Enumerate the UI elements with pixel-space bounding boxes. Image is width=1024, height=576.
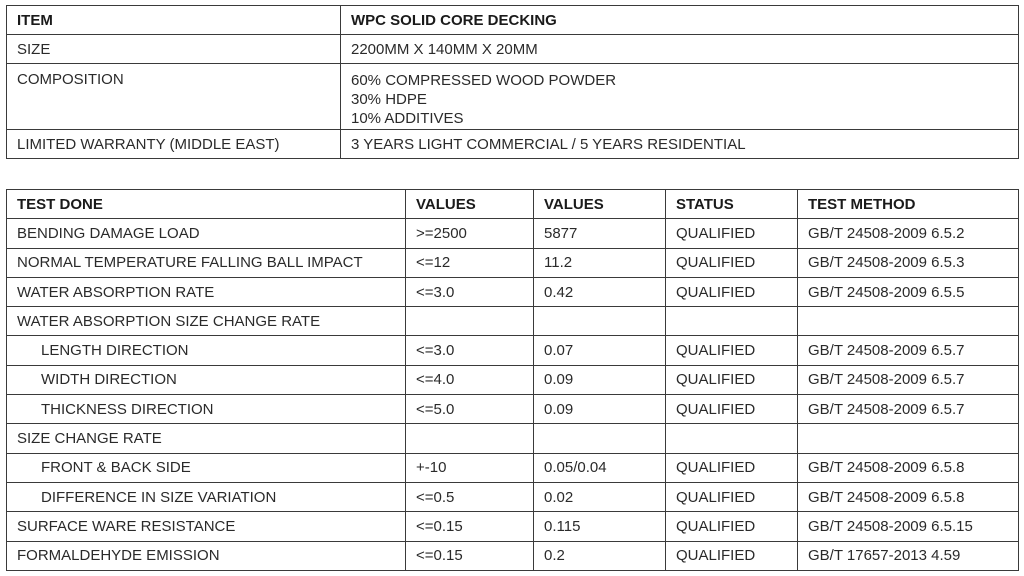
test-method-cell: GB/T 24508-2009 6.5.15: [798, 512, 1019, 541]
table-row: [7, 541, 1019, 570]
test-method-cell: GB/T 24508-2009 6.5.8: [798, 453, 1019, 482]
table-row: [7, 395, 1019, 424]
test-results-body: [7, 219, 1019, 571]
table-row: [7, 277, 1019, 306]
status-cell: QUALIFIED: [666, 541, 798, 570]
spec-size-value: 2200MM X 140MM X 20MM: [341, 35, 1019, 64]
requirement-cell: <=12: [406, 248, 534, 277]
table-row: [7, 512, 1019, 541]
value-cell: 0.02: [534, 482, 666, 511]
test-method-cell: [798, 307, 1019, 336]
spec-composition-value: [341, 64, 1019, 130]
value-cell: 0.09: [534, 365, 666, 394]
col-header-status: STATUS: [666, 190, 798, 219]
spec-composition-row: [7, 64, 1019, 130]
status-cell: QUALIFIED: [666, 219, 798, 248]
test-name-cell: SURFACE WARE RESISTANCE: [7, 512, 406, 541]
status-cell: [666, 307, 798, 336]
status-cell: QUALIFIED: [666, 482, 798, 511]
requirement-cell: <=3.0: [406, 336, 534, 365]
test-method-cell: [798, 424, 1019, 453]
requirement-cell: >=2500: [406, 219, 534, 248]
requirement-cell: <=0.15: [406, 512, 534, 541]
requirement-cell: <=4.0: [406, 365, 534, 394]
status-cell: QUALIFIED: [666, 365, 798, 394]
value-cell: 0.09: [534, 395, 666, 424]
test-method-cell: GB/T 24508-2009 6.5.7: [798, 395, 1019, 424]
col-header-values: VALUES: [406, 190, 534, 219]
value-cell: 0.07: [534, 336, 666, 365]
test-method-cell: GB/T 17657-2013 4.59: [798, 541, 1019, 570]
test-name-cell: THICKNESS DIRECTION: [7, 395, 406, 424]
requirement-cell: <=3.0: [406, 277, 534, 306]
value-cell: 0.42: [534, 277, 666, 306]
spec-warranty-row: [7, 130, 1019, 159]
test-results-table: [6, 189, 1019, 571]
value-cell: 0.115: [534, 512, 666, 541]
test-name-cell: FORMALDEHYDE EMISSION: [7, 541, 406, 570]
status-cell: QUALIFIED: [666, 248, 798, 277]
test-name-cell: WIDTH DIRECTION: [7, 365, 406, 394]
status-cell: QUALIFIED: [666, 395, 798, 424]
composition-line: 10% ADDITIVES: [351, 110, 464, 127]
status-cell: QUALIFIED: [666, 512, 798, 541]
composition-line: 60% COMPRESSED WOOD POWDER: [351, 72, 617, 89]
composition-line: 30% HDPE: [351, 91, 427, 108]
value-cell: 0.2: [534, 541, 666, 570]
test-name-cell: DIFFERENCE IN SIZE VARIATION: [7, 482, 406, 511]
value-cell: [534, 307, 666, 336]
spec-size-label: SIZE: [7, 35, 341, 64]
value-cell: [534, 424, 666, 453]
spec-header-label: ITEM: [7, 6, 341, 35]
status-cell: QUALIFIED: [666, 277, 798, 306]
test-name-cell: FRONT & BACK SIDE: [7, 453, 406, 482]
test-method-cell: GB/T 24508-2009 6.5.7: [798, 365, 1019, 394]
col-header-test-method: TEST METHOD: [798, 190, 1019, 219]
requirement-cell: <=0.5: [406, 482, 534, 511]
col-header-values: VALUES: [534, 190, 666, 219]
requirement-cell: [406, 424, 534, 453]
test-method-cell: GB/T 24508-2009 6.5.8: [798, 482, 1019, 511]
test-method-cell: GB/T 24508-2009 6.5.3: [798, 248, 1019, 277]
table-row: [7, 424, 1019, 453]
spec-composition-label: COMPOSITION: [7, 64, 341, 130]
table-row: [7, 336, 1019, 365]
test-name-cell: WATER ABSORPTION SIZE CHANGE RATE: [7, 307, 406, 336]
status-cell: [666, 424, 798, 453]
test-name-cell: SIZE CHANGE RATE: [7, 424, 406, 453]
value-cell: 11.2: [534, 248, 666, 277]
value-cell: 0.05/0.04: [534, 453, 666, 482]
requirement-cell: <=5.0: [406, 395, 534, 424]
test-name-cell: WATER ABSORPTION RATE: [7, 277, 406, 306]
requirement-cell: <=0.15: [406, 541, 534, 570]
table-row: [7, 307, 1019, 336]
test-name-cell: LENGTH DIRECTION: [7, 336, 406, 365]
spec-size-row: [7, 35, 1019, 64]
test-method-cell: GB/T 24508-2009 6.5.7: [798, 336, 1019, 365]
status-cell: QUALIFIED: [666, 453, 798, 482]
table-row: [7, 248, 1019, 277]
status-cell: QUALIFIED: [666, 336, 798, 365]
spec-table: [6, 5, 1019, 159]
table-row: [7, 219, 1019, 248]
test-method-cell: GB/T 24508-2009 6.5.5: [798, 277, 1019, 306]
spec-header-row: [7, 6, 1019, 35]
test-method-cell: GB/T 24508-2009 6.5.2: [798, 219, 1019, 248]
table-row: [7, 482, 1019, 511]
spec-warranty-value: 3 YEARS LIGHT COMMERCIAL / 5 YEARS RESIDENTIAL: [341, 130, 1019, 159]
table-row: [7, 453, 1019, 482]
test-name-cell: BENDING DAMAGE LOAD: [7, 219, 406, 248]
test-name-cell: NORMAL TEMPERATURE FALLING BALL IMPACT: [7, 248, 406, 277]
requirement-cell: +-10: [406, 453, 534, 482]
col-header-test-done: TEST DONE: [7, 190, 406, 219]
spec-header-value: WPC SOLID CORE DECKING: [341, 6, 1019, 35]
table-row: [7, 365, 1019, 394]
value-cell: 5877: [534, 219, 666, 248]
spec-warranty-label: LIMITED WARRANTY (MIDDLE EAST): [7, 130, 341, 159]
requirement-cell: [406, 307, 534, 336]
test-header-row: [7, 190, 1019, 219]
